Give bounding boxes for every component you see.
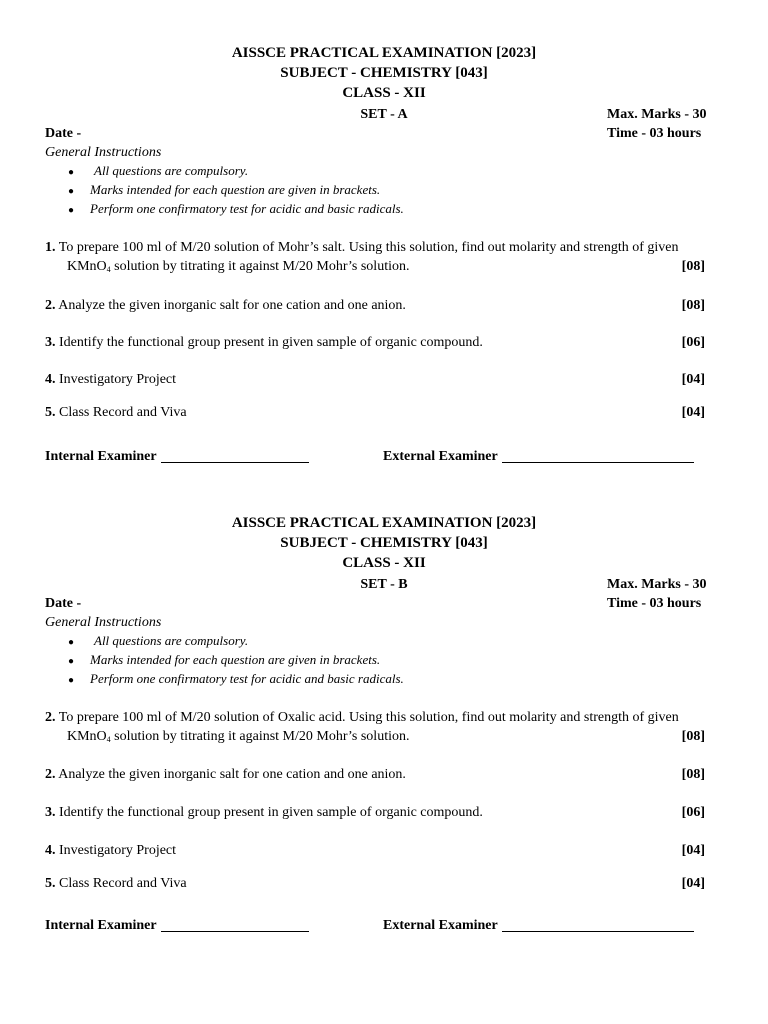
class-line: CLASS - XII: [342, 85, 426, 101]
question-number: 4.: [45, 372, 56, 387]
internal-examiner-label: Internal Examiner: [45, 918, 157, 933]
instruction-item: ● Perform one confirmatory test for acidic and basic radicals.: [68, 201, 404, 220]
class-line: CLASS - XII: [342, 555, 426, 571]
time-label: Time - 03 hours: [607, 126, 702, 141]
instruction-item: ● All questions are compulsory.: [68, 633, 404, 652]
question-2: [45, 766, 705, 784]
signature-line: [161, 918, 309, 932]
question-text: Analyze the given inorganic salt for one cation and one anion.: [58, 298, 406, 313]
question-marks: [04]: [681, 405, 705, 420]
question-number: 5.: [45, 405, 56, 420]
exam-title: AISSCE PRACTICAL EXAMINATION [2023]: [231, 515, 537, 531]
instructions-list: [68, 633, 404, 690]
set-label: SET - B: [360, 577, 408, 592]
question-2: [45, 297, 705, 315]
question-number: 2.: [45, 298, 56, 313]
question-text: To prepare 100 ml of M/20 solution of Oxalic acid. Using this solution, find out molarity and strength of given: [58, 710, 679, 725]
question-text: Identify the functional group present in given sample of organic compound.: [59, 805, 483, 820]
date-label: Date -: [45, 596, 82, 611]
subject-line: SUBJECT - CHEMISTRY [043]: [280, 65, 488, 81]
question-text: Class Record and Viva: [59, 405, 187, 420]
question-5: [45, 404, 705, 422]
general-instructions-heading: General Instructions: [45, 615, 162, 630]
external-examiner-label: External Examiner: [383, 918, 498, 933]
subject-line: SUBJECT - CHEMISTRY [043]: [280, 535, 488, 551]
formula-subscript: 4: [106, 735, 111, 745]
signature-line: [161, 449, 309, 463]
question-text: Identify the functional group present in given sample of organic compound.: [59, 335, 483, 350]
set-label: SET - A: [360, 107, 408, 122]
question-4: [45, 371, 705, 389]
question-text: Investigatory Project: [59, 372, 177, 387]
question-marks: [06]: [681, 805, 705, 820]
question-marks: [08]: [681, 259, 705, 275]
formula-subscript: 4: [106, 265, 111, 275]
question-text: Class Record and Viva: [59, 876, 187, 891]
instruction-item: ● Perform one confirmatory test for acidic and basic radicals.: [68, 671, 404, 690]
question-text: Analyze the given inorganic salt for one cation and one anion.: [58, 767, 406, 782]
signature-line: [502, 918, 694, 932]
question-number: 2.: [45, 710, 56, 725]
question-marks: [08]: [681, 298, 705, 313]
question-marks: [08]: [681, 767, 705, 782]
question-marks: [04]: [681, 843, 705, 858]
instruction-item: ● Marks intended for each question are given in brackets.: [68, 652, 404, 671]
formula-text: KMnO: [67, 729, 107, 745]
question-number: 1.: [45, 240, 56, 255]
instruction-item: ● Marks intended for each question are given in brackets.: [68, 182, 404, 201]
question-text-continued: solution by titrating it against M/20 Mohr’s solution.: [110, 729, 410, 745]
question-marks: [06]: [681, 335, 705, 350]
question-marks: [04]: [681, 876, 705, 891]
exam-title: AISSCE PRACTICAL EXAMINATION [2023]: [231, 45, 537, 61]
question-3: [45, 804, 705, 822]
internal-examiner-label: Internal Examiner: [45, 449, 157, 464]
internal-examiner-signature: [45, 448, 309, 466]
question-marks: [08]: [681, 729, 705, 745]
question-number: 3.: [45, 805, 56, 820]
question-number: 5.: [45, 876, 56, 891]
question-marks: [04]: [681, 372, 705, 387]
max-marks: Max. Marks - 30: [607, 577, 707, 592]
question-3: [45, 334, 705, 352]
instructions-list: [68, 163, 404, 220]
internal-examiner-signature: [45, 917, 309, 935]
question-4: [45, 842, 705, 860]
max-marks: Max. Marks - 30: [607, 107, 707, 122]
question-5: [45, 875, 705, 893]
question-text: To prepare 100 ml of M/20 solution of Mohr’s salt. Using this solution, find out molarity and strength of given: [58, 240, 679, 255]
general-instructions-heading: General Instructions: [45, 145, 162, 160]
question-number: 2.: [45, 767, 56, 782]
question-text: Investigatory Project: [59, 843, 177, 858]
time-label: Time - 03 hours: [607, 596, 702, 611]
external-examiner-signature: [383, 917, 694, 935]
question-text-continued: solution by titrating it against M/20 Mohr’s solution.: [110, 259, 410, 275]
question-number: 3.: [45, 335, 56, 350]
question-1: [45, 709, 705, 746]
instruction-item: ● All questions are compulsory.: [68, 163, 404, 182]
signature-line: [502, 449, 694, 463]
question-number: 4.: [45, 843, 56, 858]
external-examiner-label: External Examiner: [383, 449, 498, 464]
formula-text: KMnO: [67, 259, 107, 275]
question-1: [45, 239, 705, 276]
date-label: Date -: [45, 126, 82, 141]
external-examiner-signature: [383, 448, 694, 466]
